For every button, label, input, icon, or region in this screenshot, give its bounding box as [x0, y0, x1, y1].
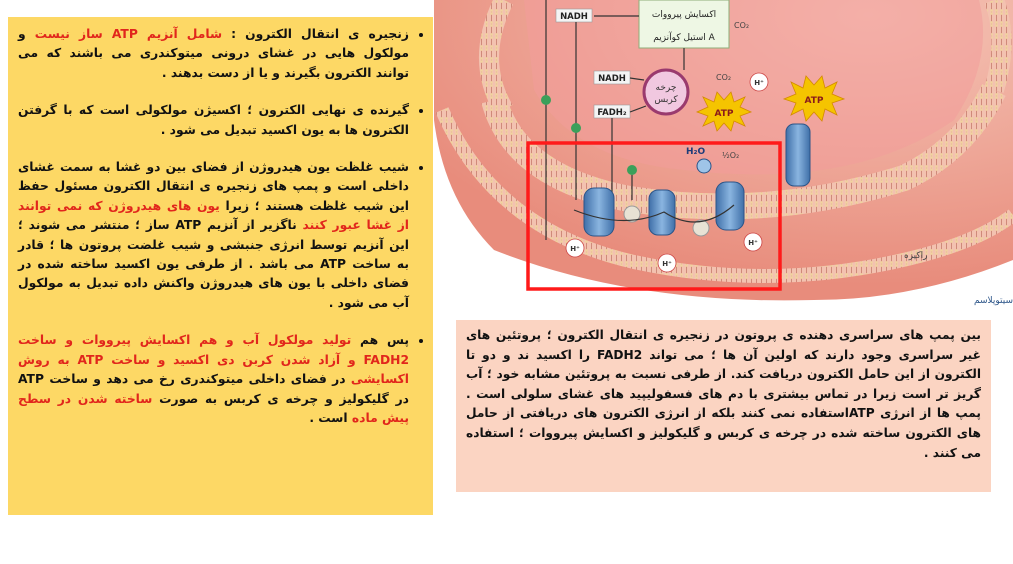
bullet-text: زنجیره ی انتقال الکترون :	[222, 27, 409, 41]
highlighted-text: شامل آنزیم ATP ساز نیست	[34, 27, 223, 41]
nadh-mid-label: NADH	[598, 74, 626, 84]
nadh-top-label: NADH	[560, 12, 588, 22]
svg-text:H⁺: H⁺	[748, 239, 758, 247]
atp-label-1: ATP	[714, 109, 734, 119]
co2-mid-label: CO₂	[716, 73, 732, 82]
left-text-panel	[8, 17, 433, 515]
acetyl-coa-label: استیل کوآنزیم A	[653, 33, 715, 43]
bullet-electron-chain	[18, 25, 409, 83]
bullet-text: پس هم	[351, 333, 410, 348]
diagram-svg	[434, 0, 1013, 315]
bullet-final-acceptor	[18, 101, 409, 140]
o2-label: ½O₂	[722, 151, 740, 160]
bullet-text: شیب غلظت یون هیدروژن از فضای بین دو غشا به سمت غشای داخلی است و پمپ های زنجیره ی انتقال الکترون مسئول حفظ این شیب غلظت هستند ؛ زیرا	[18, 160, 409, 213]
crista-membrane-right	[994, 0, 1002, 90]
h-plus-ions-top	[750, 73, 768, 91]
svg-text:H⁺: H⁺	[570, 245, 580, 253]
fadh2-label: FADH₂	[597, 108, 627, 118]
bullet-text: است .	[309, 410, 352, 425]
bullet-list	[18, 25, 423, 428]
co2-top-label: CO₂	[734, 21, 750, 30]
bottom-text-panel	[456, 320, 991, 492]
cytoplasm-label: سیتوپلاسم	[973, 296, 1013, 306]
mitochondria-diagram	[434, 0, 1013, 315]
krebs-label-1: چرخه	[655, 83, 677, 93]
bottom-panel-text: بین پمپ های سراسری دهنده ی پروتون در زنجیره ی انتقال الکترون ؛ پروتئین های غیر سراسری وجود دارند که اولین آن ها ؛ می تواند FADH2 را اکسید ند و دو تا الکترون از این حامل الکترون دریافت کند. از طرفی نسبت به پروتئین مشابه خود ؛ آب گریز تر است زیرا در تماس بیشتری با دم های فسفولیپید های غشای سلولی است . پمپ ها از انرژی ATPاستفاده نمی کنند بلکه از انرژی الکترون های دریافتی از حامل های الکترون ساخته شده در چرخه ی کربس و گلیکولیز و اکسایش پیرووات ؛ استفاده می کنند .	[466, 328, 981, 460]
bullet-proton-gradient	[18, 158, 409, 313]
krebs-label-2: کربس	[654, 95, 678, 105]
svg-text:H⁺: H⁺	[754, 79, 764, 87]
pyruvate-oxidation-label: اکسایش پیرووات	[651, 10, 717, 20]
svg-text:H⁺: H⁺	[662, 260, 672, 268]
bullet-text: گیرنده ی نهایی الکترون ؛ اکسیژن مولکولی است که با گرفتن الکترون ها به یون اکسید تبدیل می شود .	[18, 103, 409, 137]
bullet-water-production	[18, 331, 409, 428]
bullet-text: در فضای داخلی میتوکندری رخ می دهد و ساخت ATP در گلیکولیز و چرخه ی کربس به صورت	[18, 372, 409, 406]
highlighted-text: ساخته شدن در سطح پیش ماده	[18, 391, 409, 425]
bullet-text: و مولکول هایی در غشای درونی میتوکندری می باشند که می توانند الکترون بگیرند و یا از دست بدهند .	[18, 27, 409, 80]
highlighted-text: یون های هیدروژن که نمی توانند از غشا عبور کنند	[18, 198, 409, 233]
h2o-label: H₂O	[686, 147, 706, 157]
highlighted-text: تولید مولکول آب و هم اکسایش پیرووات و ساخت FADH2 و آزاد شدن کربن دی اکسید و ساخت ATP به روش اکسایشی	[18, 333, 409, 387]
atp-label-2: ATP	[804, 96, 824, 106]
mitochondrion-label: راکیزه	[904, 251, 928, 261]
bullet-text: ناگزیر از آنزیم ATP ساز ؛ منتشر می شوند ؛ این آنزیم توسط انرژی جنبشی و شیب غلضت پروتون ها ؛ قادر به ساخت ATP می باشد . از طرفی یون اکسید ساخته شده در فضای داخلی با یون های هیدروژن واکنش داده تبدیل به مولکول آب می شود .	[18, 218, 409, 310]
